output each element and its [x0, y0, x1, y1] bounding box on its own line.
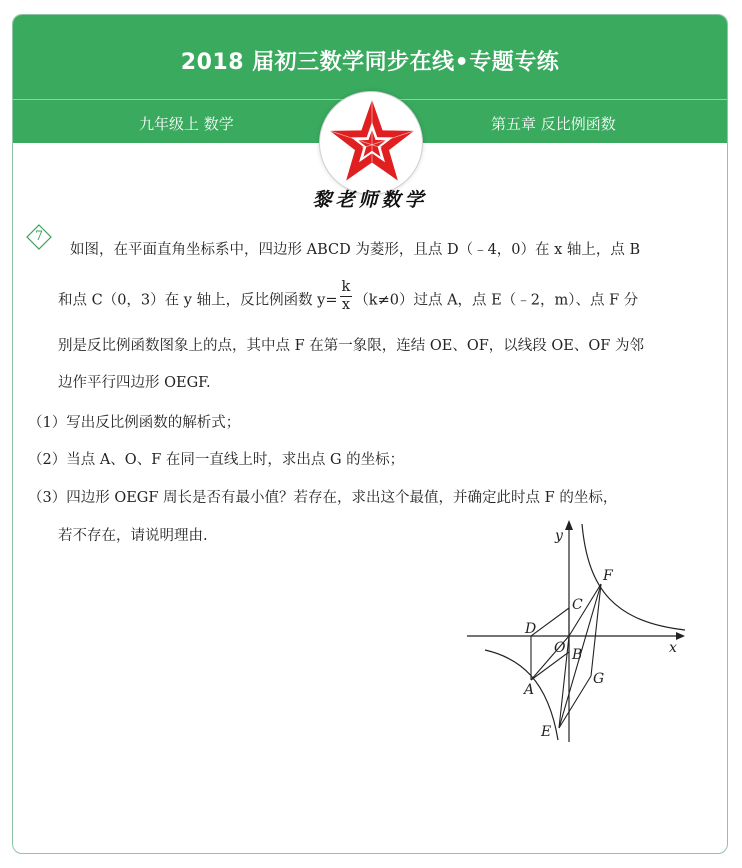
problem-line-2: [58, 279, 639, 314]
label-x: x: [669, 640, 677, 656]
question-3-line-2: 若不存在，请说明理由.: [58, 528, 208, 544]
y-axis-arrow: [565, 520, 573, 530]
question-number: 7: [34, 229, 44, 244]
x-axis-arrow: [676, 632, 685, 640]
question-1: （1）写出反比例函数的解析式；: [28, 415, 241, 431]
label-f: F: [603, 568, 613, 584]
problem-line-2-start: 和点 C（0，3）在 y 轴上，反比例函数 y=: [58, 292, 338, 309]
label-a: A: [524, 682, 535, 698]
problem-line-3: 别是反比例函数图象上的点，其中点 F 在第一象限，连结 OE、OF，以线段 OE、OF 为邻: [58, 338, 644, 354]
question-2: （2）当点 A、O、F 在同一直线上时，求出点 G 的坐标；: [28, 452, 405, 468]
label-o: O: [554, 640, 566, 656]
chapter-label: 第五章 反比例函数: [491, 115, 616, 133]
label-g: G: [593, 671, 605, 687]
problem-line-1: 如图，在平面直角坐标系中，四边形 ABCD 为菱形，且点 D（﹣4，0）在 x 轴上，点 B: [70, 242, 641, 258]
label-e: E: [541, 724, 552, 740]
fraction-denominator: x: [341, 297, 350, 313]
geometry-figure: [455, 510, 695, 745]
question-3-line-1: （3）四边形 OEGF 周长是否有最小值？若存在，求出这个最值，并确定此时点 F 的坐标，: [28, 490, 618, 506]
grade-label: 九年级上 数学: [139, 115, 234, 133]
label-b: B: [572, 647, 583, 663]
problem-line-4: 边作平行四边形 OEGF.: [58, 375, 211, 391]
label-d: D: [525, 621, 537, 637]
label-c: C: [572, 597, 583, 613]
problem-line-2-end: （k≠0）过点 A，点 E（﹣2，m）、点 F 分: [354, 292, 639, 309]
brand-name: 黎老师数学: [312, 189, 428, 211]
fraction-numerator: k: [341, 279, 351, 295]
page-title: 2018 届初三数学同步在线•专题专练: [180, 50, 560, 75]
label-y: y: [555, 528, 563, 544]
fraction-k-over-x: [340, 279, 353, 314]
question-number-badge: [26, 224, 52, 250]
